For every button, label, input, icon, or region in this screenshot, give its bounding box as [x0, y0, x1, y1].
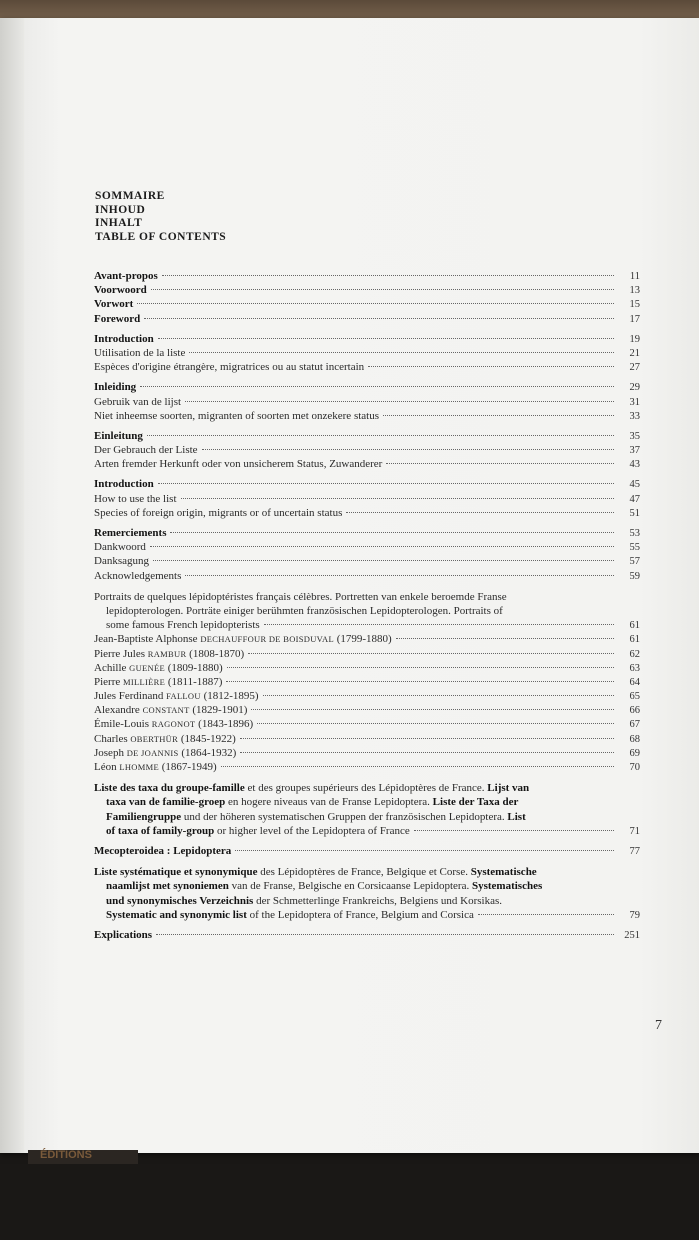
- person-surname: GUENÉE: [129, 662, 165, 673]
- entry-page: 17: [629, 313, 640, 325]
- dot-leader: [386, 463, 614, 464]
- dot-leader: [202, 449, 614, 450]
- dot-leader: [153, 560, 614, 561]
- dot-leader: [368, 366, 614, 367]
- person-surname: RAGONOT: [151, 719, 196, 730]
- bold-phrase: Liste systématique et synonymique: [94, 866, 258, 879]
- person-surname: FALLOU: [166, 691, 201, 702]
- entry-title: Utilisation de la liste: [94, 346, 186, 359]
- dot-leader: [181, 498, 615, 499]
- entry-page: 66: [629, 705, 640, 717]
- portrait-entry[interactable]: [94, 662, 640, 676]
- toc-entry[interactable]: [94, 381, 640, 395]
- entry-title: Inleiding: [94, 381, 137, 394]
- entry-title: Dankwoord: [94, 541, 146, 554]
- bold-phrase: Systematisches: [471, 880, 543, 893]
- entry-page: 37: [629, 445, 640, 457]
- entry-title: Arten fremder Herkunft oder von unsicherem Status, Zuwanderer: [94, 458, 383, 471]
- systematic-list-entry-line: [94, 908, 640, 923]
- dot-leader: [185, 401, 614, 402]
- dot-leader: [162, 275, 614, 276]
- entry-page: 57: [629, 556, 640, 568]
- phrase: or higher level of the Lepidoptera of France: [214, 824, 410, 837]
- mecopteroidea-entry[interactable]: [94, 845, 640, 859]
- person-name: [94, 761, 217, 773]
- entry-title: Foreword: [94, 312, 141, 325]
- portrait-entry[interactable]: [94, 676, 640, 690]
- bold-phrase: Systematic and synonymic list: [106, 908, 247, 921]
- phrase: und der höheren systematischen Gruppen der französischen Lepidoptera.: [181, 810, 508, 823]
- dot-leader: [150, 546, 614, 547]
- person-surname: DECHAUFFOUR DE BOISDUVAL: [200, 634, 334, 645]
- person-first-name: Pierre: [94, 675, 121, 688]
- bold-phrase: Systematische: [470, 866, 537, 879]
- entry-page: 63: [629, 662, 640, 674]
- toc-entry[interactable]: [94, 298, 640, 312]
- dot-leader: [147, 435, 614, 436]
- toc-headings: [95, 190, 226, 244]
- explications-entry[interactable]: [94, 929, 640, 943]
- line-text: [106, 908, 474, 922]
- entry-page: 55: [629, 542, 640, 554]
- portrait-entry[interactable]: [94, 718, 640, 732]
- person-surname: OBERTHÜR: [130, 733, 179, 744]
- dot-leader: [240, 752, 614, 753]
- entry-title: Vorwort: [94, 298, 134, 311]
- person-dates: (1867-1949): [161, 761, 217, 774]
- entry-page: 11: [629, 271, 640, 282]
- bold-phrase: List: [507, 810, 526, 823]
- bold-phrase: taxa van de familie-groep: [106, 796, 226, 809]
- person-name: [94, 633, 392, 645]
- toc-entry[interactable]: [94, 396, 640, 410]
- taxa-list-entry[interactable]: [94, 781, 640, 839]
- heading-sommaire: SOMMAIRE: [95, 190, 165, 202]
- systematic-list-entry[interactable]: [94, 865, 640, 923]
- dot-leader: [158, 338, 614, 339]
- dot-leader: [221, 766, 614, 767]
- entry-page: 35: [629, 430, 640, 442]
- dot-leader: [257, 723, 614, 724]
- toc-entry[interactable]: [94, 444, 640, 458]
- phrase: des Lépidoptères de France, Belgique et Corse.: [257, 866, 471, 879]
- dot-leader: [478, 914, 614, 915]
- toc-entry[interactable]: [94, 313, 640, 327]
- entry-page: 47: [629, 493, 640, 505]
- bold-phrase: Familiengruppe: [106, 810, 182, 823]
- portrait-entry[interactable]: [94, 648, 640, 662]
- dot-leader: [226, 681, 614, 682]
- toc-entry[interactable]: [94, 361, 640, 375]
- portraits-line-end: some famous French lepidopterists: [106, 619, 260, 632]
- dot-leader: [189, 352, 614, 353]
- dot-leader: [414, 830, 614, 831]
- dot-leader: [263, 695, 614, 696]
- dot-leader: [346, 512, 614, 513]
- phrase: van de Franse, Belgische en Corsicaanse Lepidoptera.: [228, 880, 472, 893]
- person-first-name: Joseph: [94, 746, 124, 759]
- person-first-name: Charles: [94, 732, 128, 745]
- person-dates: (1845-1922): [180, 732, 236, 745]
- dot-leader: [251, 709, 614, 710]
- toc-entry[interactable]: [94, 478, 640, 492]
- person-surname: DE JOANNIS: [126, 747, 179, 758]
- entry-page: 79: [629, 909, 640, 921]
- person-name: [94, 648, 244, 660]
- person-name: [94, 704, 247, 716]
- entry-page: 251: [624, 930, 640, 942]
- dot-leader: [144, 318, 614, 319]
- dot-leader: [240, 738, 614, 739]
- dot-leader: [137, 303, 614, 304]
- sticker-text: ÉDITIONS: [40, 1149, 92, 1161]
- entry-page: 70: [629, 762, 640, 774]
- entry-page: 51: [629, 507, 640, 519]
- entry-page: 53: [629, 528, 640, 539]
- table-of-contents: [94, 270, 640, 943]
- person-first-name: Achille: [94, 661, 127, 674]
- person-name: [94, 747, 236, 759]
- taxa-list-entry-line: [94, 795, 640, 809]
- person-dates: (1808-1870): [189, 647, 245, 660]
- entry-title: Remerciements: [94, 527, 167, 539]
- bold-phrase: Liste der Taxa der: [432, 796, 519, 809]
- toc-entry[interactable]: [94, 541, 640, 555]
- person-dates: (1799-1880): [336, 633, 392, 646]
- dot-leader: [248, 653, 614, 654]
- dot-leader: [264, 624, 614, 625]
- person-surname: MILLIÈRE: [123, 676, 166, 687]
- toc-entry[interactable]: [94, 493, 640, 507]
- entry-page: 69: [629, 747, 640, 759]
- entry-page: 77: [629, 846, 640, 858]
- dot-leader: [383, 415, 614, 416]
- toc-entry[interactable]: [94, 555, 640, 569]
- toc-entry[interactable]: [94, 527, 640, 541]
- person-dates: (1829-1901): [192, 704, 248, 717]
- bold-phrase: Liste des taxa du groupe-famille: [94, 782, 245, 795]
- entry-title: Der Gebrauch der Liste: [94, 444, 198, 457]
- entry-page: 61: [629, 620, 640, 632]
- entry-title: How to use the list: [94, 492, 177, 505]
- bold-phrase: Lijst van: [487, 782, 530, 795]
- portraits-line: lepidopterologen. Porträte einiger berühmten französischen Lepidopterologen. Portraits of: [106, 604, 503, 617]
- dot-leader: [158, 483, 614, 484]
- person-dates: (1812-1895): [203, 690, 259, 703]
- heading-table-of-contents: TABLE OF CONTENTS: [95, 230, 227, 243]
- entry-title: Espèces d'origine étrangère, migratrices ou au statut incertain: [94, 361, 365, 374]
- toc-entry[interactable]: [94, 284, 640, 298]
- dot-leader: [235, 850, 614, 851]
- bold-phrase: naamlijst met synoniemen: [106, 880, 229, 893]
- entry-page: 21: [629, 347, 640, 359]
- entry-title: Danksagung: [94, 555, 149, 568]
- person-dates: (1809-1880): [167, 661, 223, 674]
- entry-page: 64: [629, 676, 640, 688]
- page-gutter: [0, 18, 24, 1153]
- entry-page: 45: [629, 479, 640, 491]
- portraits-line: [94, 618, 640, 633]
- taxa-list-entry-line: [94, 810, 640, 824]
- entry-title: Introduction: [94, 478, 154, 491]
- portrait-entry[interactable]: [94, 733, 640, 747]
- person-surname: LHOMME: [119, 762, 159, 773]
- dot-leader: [156, 934, 614, 935]
- heading-inhoud: INHOUD: [95, 203, 146, 216]
- person-name: [94, 690, 259, 702]
- dot-leader: [396, 638, 614, 639]
- bold-phrase: of taxa of family-group: [106, 824, 215, 837]
- person-first-name: Léon: [94, 761, 117, 774]
- phrase: der Schmetterlinge Frankreichs, Belgiens und Korsikas.: [253, 894, 502, 907]
- person-dates: (1811-1887): [167, 675, 223, 688]
- person-name: [94, 662, 223, 674]
- portraits-line: Portraits de quelques lépidoptéristes français célèbres. Portretten van enkele beroemde Franse: [94, 590, 507, 603]
- phrase: of the Lepidoptera of France, Belgium and Corsica: [246, 908, 474, 921]
- portrait-entry[interactable]: [94, 704, 640, 718]
- toc-entry[interactable]: [94, 458, 640, 472]
- person-first-name: Jules Ferdinand: [94, 690, 164, 703]
- toc-entry[interactable]: [94, 430, 640, 444]
- entry-page: 19: [629, 333, 640, 345]
- entry-page: 43: [629, 459, 640, 471]
- person-first-name: Pierre Jules: [94, 647, 146, 660]
- entry-page: 65: [629, 691, 640, 703]
- toc-entry[interactable]: [94, 347, 640, 361]
- heading-inhalt: INHALT: [95, 217, 143, 229]
- entry-title: Avant-propos: [94, 270, 158, 282]
- taxa-list-entry-line: [94, 824, 640, 839]
- page-number: 7: [655, 1018, 662, 1033]
- portrait-entry[interactable]: [94, 761, 640, 775]
- dot-leader: [185, 575, 614, 576]
- entry-page: 15: [629, 299, 640, 311]
- systematic-list-entry-line: [94, 894, 640, 908]
- portrait-entry[interactable]: [94, 690, 640, 704]
- phrase: et des groupes supérieurs des Lépidoptères de France.: [244, 782, 488, 795]
- systematic-list-entry-line: [94, 865, 640, 879]
- toc-entry[interactable]: [94, 410, 640, 424]
- person-surname: CONSTANT: [142, 705, 190, 716]
- dot-leader: [140, 386, 614, 387]
- entry-title: Acknowledgements: [94, 569, 182, 582]
- phrase: en hogere niveaus van de Franse Lepidoptera.: [225, 796, 433, 809]
- entry-page: 61: [629, 634, 640, 646]
- person-dates: (1864-1932): [181, 746, 237, 759]
- person-surname: RAMBUR: [147, 648, 187, 659]
- toc-entry[interactable]: [94, 507, 640, 521]
- entry-page: 27: [629, 362, 640, 374]
- entry-title: Niet inheemse soorten, migranten of soorten met onzekere status: [94, 409, 379, 422]
- portraits-entry[interactable]: [94, 590, 640, 634]
- dot-leader: [227, 667, 614, 668]
- bold-phrase: und synonymisches Verzeichnis: [106, 894, 254, 907]
- person-first-name: Jean-Baptiste Alphonse: [94, 633, 198, 646]
- toc-entry[interactable]: [94, 333, 640, 347]
- entry-title: Species of foreign origin, migrants or of uncertain status: [94, 506, 343, 519]
- entry-title: Mecopteroidea : Lepidoptera: [94, 845, 232, 858]
- entry-title: Gebruik van de lijst: [94, 395, 182, 408]
- entry-page: 71: [629, 825, 640, 837]
- toc-entry[interactable]: [94, 270, 640, 284]
- entry-page: 29: [629, 382, 640, 394]
- portrait-entry[interactable]: [94, 633, 640, 647]
- entry-page: 62: [629, 648, 640, 660]
- entry-title: Explications: [94, 929, 153, 942]
- entry-title: Introduction: [94, 332, 154, 345]
- entry-page: 67: [629, 719, 640, 731]
- entry-title: Voorwoord: [94, 284, 147, 297]
- person-name: [94, 733, 236, 745]
- person-name: [94, 718, 253, 730]
- entry-page: 33: [629, 410, 640, 422]
- dot-leader: [151, 289, 614, 290]
- line-text: [106, 824, 410, 838]
- entry-page: 31: [629, 396, 640, 408]
- entry-title: Einleitung: [94, 429, 143, 442]
- entry-page: 13: [629, 285, 640, 297]
- entry-page: 59: [629, 570, 640, 582]
- portrait-entry[interactable]: [94, 747, 640, 761]
- person-dates: (1843-1896): [198, 718, 254, 731]
- person-first-name: Émile-Louis: [94, 718, 149, 731]
- person-name: [94, 676, 222, 688]
- taxa-list-entry-line: [94, 781, 640, 795]
- person-first-name: Alexandre: [94, 704, 140, 717]
- toc-entry[interactable]: [94, 570, 640, 584]
- systematic-list-entry-line: [94, 879, 640, 893]
- entry-page: 68: [629, 733, 640, 745]
- dot-leader: [170, 532, 614, 533]
